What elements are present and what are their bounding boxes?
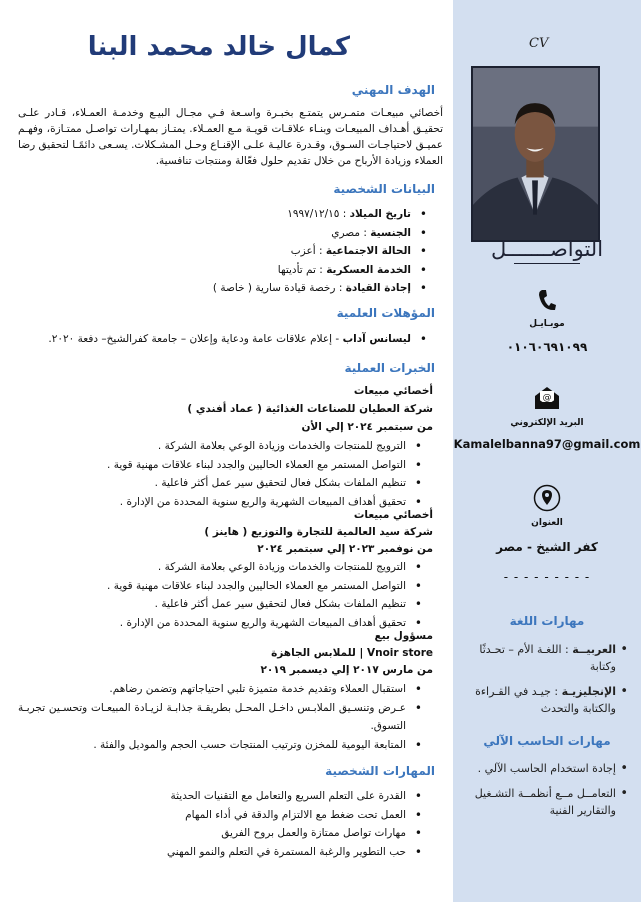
personal-info-title: البيانات الشخصية [333, 182, 435, 196]
job-tasks [107, 437, 428, 511]
languages-list [458, 641, 630, 725]
language-desc: : جيـد في القـراءة والكتابة والتحدث [475, 685, 616, 715]
phone-label: موبـايـل [529, 319, 565, 329]
job-tasks [107, 558, 428, 632]
skill-item: • حب التطوير والرغبة المستمرة في التعلم والنمو المهني [167, 843, 428, 862]
degree-label: ليسانس آداب [342, 333, 411, 345]
job-task: • التواصل المستمر مع العملاء الحاليين والجدد لبناء علاقات مهنية قوية . [107, 456, 428, 475]
location-pin-icon [453, 484, 641, 516]
email-value[interactable]: Kamalelbanna97@gmail.com [453, 437, 641, 451]
skill-item: • مهارات تواصل ممتازة والعمل بروح الفريق [167, 824, 428, 843]
job-period: من سبتمبر ٢٠٢٤ إلي الأن [301, 421, 433, 433]
info-label: الحالة الاجتماعية [325, 245, 411, 257]
personal-info-item [213, 279, 433, 298]
language-name: العربيــة [572, 643, 616, 656]
personal-info-item [213, 242, 433, 261]
job-role: أخصائي مبيعات [353, 509, 433, 521]
degree-value: - إعلام علاقات عامة ودعاية وإعلان – جامعة كفرالشيخ– دفعة ٢٠٢٠. [48, 333, 340, 345]
info-value: : رخصة قيادة سارية ( خاصة ) [212, 282, 343, 294]
profile-photo [471, 66, 600, 242]
language-item [458, 683, 630, 717]
svg-text:@: @ [542, 393, 552, 403]
job-tasks [18, 680, 428, 754]
job-task: • تحقيق أهداف المبيعات الشهرية والربع سنوية المحددة من الإدارة . [107, 493, 428, 512]
computer-skill-item: • إجادة استخدام الحاسب الآلي . [458, 760, 630, 777]
language-desc: : اللغـة الأم – تحـدثًا وكتابة [479, 643, 616, 673]
job-role: أخصائي مبيعات [353, 385, 433, 397]
job-company: Vnoir store | للملابس الجاهزة [271, 647, 433, 659]
computer-skill-item: • التعامــل مــع أنظمــة التشـغيل والتقارير الفنية [458, 785, 630, 819]
job-company: شركة العطيان للصناعات الغذائية ( عماد أفندي ) [187, 403, 433, 415]
languages-title: مهارات اللغة [509, 614, 585, 628]
email-label: البريد الإلكتروني [510, 418, 584, 428]
job-task: • تنظيم الملفات بشكل فعال لتحقيق سير عمل أكثر فاعلية . [107, 595, 428, 614]
job-task: • تحقيق أهداف المبيعات الشهرية والربع سنوية المحددة من الإدارة . [107, 614, 428, 633]
personal-info-item [213, 261, 433, 280]
contact-divider: - - - - - - - - - [503, 570, 591, 584]
info-label: إجادة القيادة [345, 282, 411, 294]
phone-icon [453, 289, 641, 315]
job-task: • تنظيم الملفات بشكل فعال لتحقيق سير عمل أكثر فاعلية . [107, 474, 428, 493]
job-role: مسؤول بيع [374, 630, 433, 642]
job-period: من نوفمبر ٢٠٢٣ إلي سبتمبر ٢٠٢٤ [257, 543, 433, 555]
skill-item: • القدرة على التعلم السريع والتعامل مع التقنيات الحديثة [167, 787, 428, 806]
language-name: الإنجليزيـة [561, 685, 616, 698]
phone-value[interactable]: ٠١٠٦٠٦٩١٠٩٩ [506, 340, 588, 354]
contact-title-text: التواصـــــــل [490, 237, 604, 261]
job-period: من مارس ٢٠١٧ إلي ديسمبر ٢٠١٩ [260, 664, 433, 676]
contact-title [453, 237, 641, 264]
contact-title-underline [514, 263, 580, 264]
skills-list [167, 787, 428, 861]
education-list [48, 330, 433, 349]
job-task: • عـرض وتنسـيق الملابـس داخـل المحـل بطريقـة جذابـة لزيـادة المبيعـات وتحسـين تجربـة التسوق. [18, 699, 428, 736]
info-value: : تم تأديتها [277, 263, 323, 276]
cv-mark: CV [529, 36, 549, 51]
email-icon [453, 386, 641, 414]
job-company: شركة سيد العالمية للتجارة والتوزيع ( هاينز ) [204, 526, 433, 538]
job-task: • التواصل المستمر مع العملاء الحاليين والجدد لبناء علاقات مهنية قوية . [107, 577, 428, 596]
info-label: تاريخ الميلاد [349, 208, 411, 220]
info-label: الجنسية [370, 226, 411, 239]
computer-skills-title: مهارات الحاسب الآلي [483, 734, 611, 748]
education-item [48, 330, 433, 349]
job-task: • المتابعة اليومية للمخزن وترتيب المنتجات حسب الحجم والموديل والفئة . [18, 736, 428, 755]
address-value: كفر الشيخ - مصر [496, 540, 598, 554]
experience-title: الخبرات العملية [344, 361, 435, 375]
info-label: الخدمة العسكرية [326, 263, 411, 276]
info-value: : مصري [331, 226, 367, 239]
page-title: كمال خالد محمد البنا [87, 32, 350, 62]
computer-skills-list [458, 760, 630, 827]
objective-text: أخصائي مبيعـات متمـرس يتمتـع بخبـرة واسـعة فـي مجـال البيـع وخدمـة العمـلاء، قـادر علـى تحقيـق أهـداف المبيعـات وبنـاء علاقـات قويـة مـع العمـلاء. يمتـاز بمهـارات تواصـل ممتـازة، وفهـم عميـق لاحتياجـات السـوق، وقـدرة عاليـة علـى الإقنـاع وحـل المشـكلات. يسـعى دائمًـا لتحقيق رضا العملاء وزيادة الأرباح من خلال تقديم حلول فعّالة ومنتجات تنافسية. [18, 107, 443, 167]
skill-item: • العمل تحت ضغط مع الالتزام والدقة في أداء المهام [167, 806, 428, 825]
job-task: • الترويج للمنتجات والخدمات وزيادة الوعي بعلامة الشركة . [107, 437, 428, 456]
info-value: : أعزب [290, 245, 323, 257]
personal-info-item [213, 224, 433, 243]
education-title: المؤهلات العلمية [336, 306, 435, 320]
info-value: : ١٩٩٧/١٢/١٥ [287, 208, 347, 220]
address-label: العنوان [531, 518, 563, 528]
personal-info-list [213, 205, 433, 298]
job-task: • الترويج للمنتجات والخدمات وزيادة الوعي بعلامة الشركة . [107, 558, 428, 577]
personal-info-item [213, 205, 433, 224]
skills-title: المهارات الشخصية [325, 764, 435, 778]
job-task: • استقبال العملاء وتقديم خدمة متميزة تلبي احتياجاتهم وتضمن رضاهم. [18, 680, 428, 699]
objective-title: الهدف المهني [351, 83, 435, 97]
language-item [458, 641, 630, 675]
